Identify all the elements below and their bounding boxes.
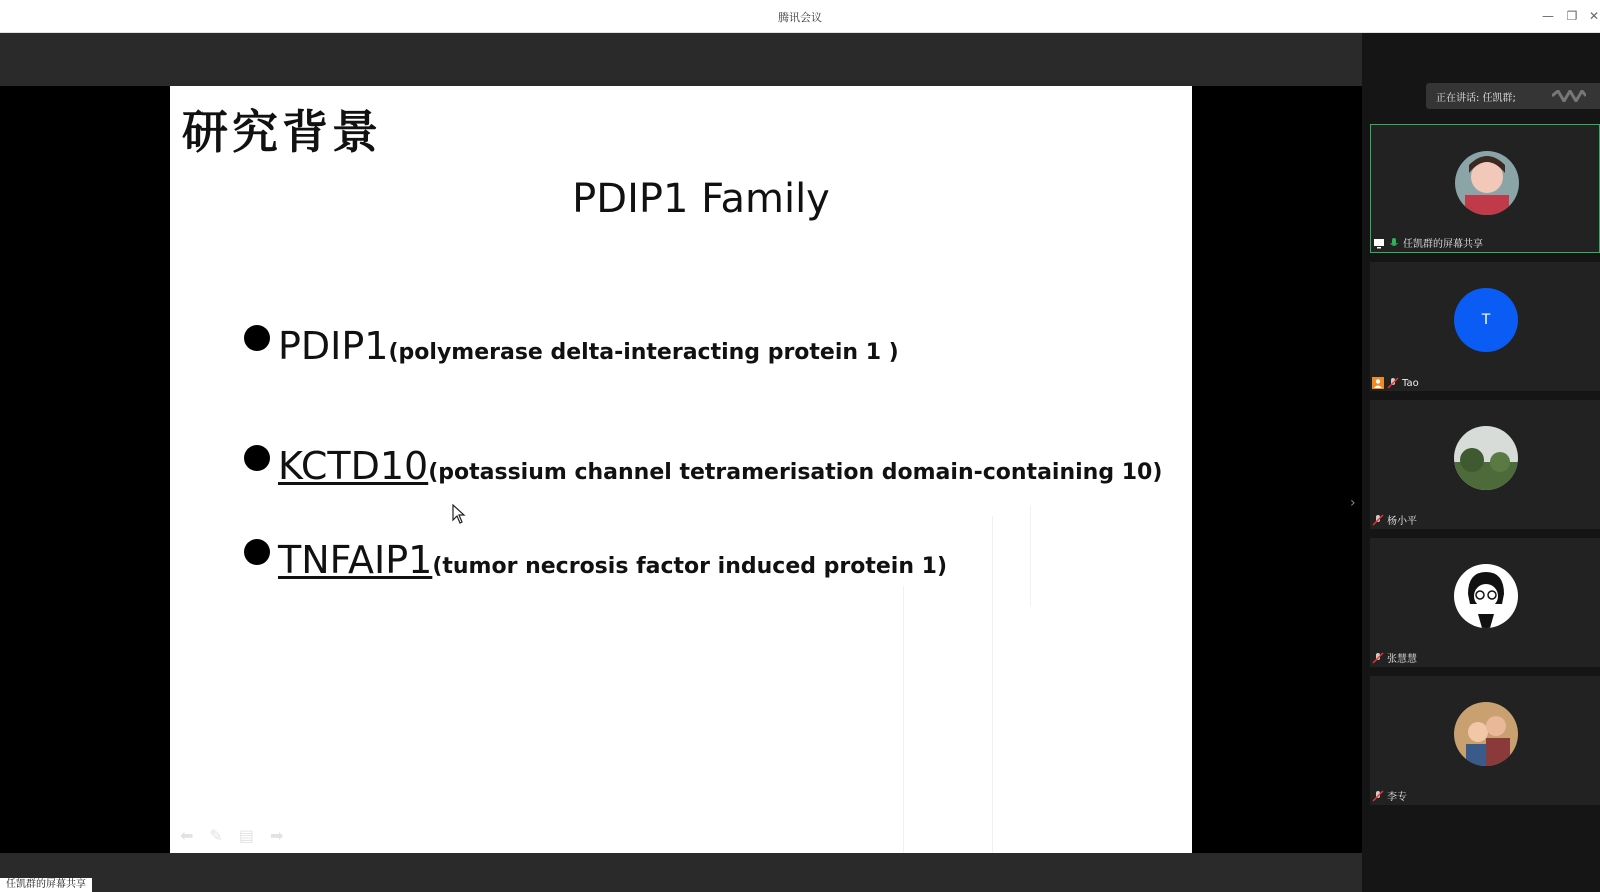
participant-label — [1372, 512, 1417, 527]
participant-name: 李专 — [1387, 792, 1407, 803]
slide-heading: 研究背景 — [182, 105, 382, 159]
bullet-term: KCTD10 — [278, 444, 429, 488]
bullet-item — [244, 324, 899, 368]
window-title: 腾讯会议 — [778, 11, 822, 24]
slide-toolbar — [180, 826, 283, 845]
screen-share-icon — [1373, 237, 1385, 249]
participant-tile[interactable] — [1370, 538, 1600, 667]
avatar: T — [1454, 288, 1518, 352]
bullet-description: (potassium channel tetramerisation domain-containing 10) — [428, 460, 1163, 485]
bullet-term: TNFAIP1 — [278, 538, 433, 582]
participant-panel — [1362, 33, 1600, 892]
minimize-icon[interactable]: — — [1542, 9, 1554, 23]
presentation-slide — [170, 86, 1192, 853]
participant-name: 杨小平 — [1387, 516, 1417, 527]
microphone-muted-icon — [1387, 377, 1399, 389]
close-icon[interactable]: ✕ — [1588, 9, 1600, 23]
participant-name: 张慧慧 — [1387, 654, 1417, 665]
slide-ghost-line — [992, 516, 993, 853]
host-icon — [1372, 377, 1384, 389]
bullet-description: (polymerase delta-interacting protein 1 ) — [388, 340, 899, 365]
bullet-dot-icon — [244, 539, 270, 565]
microphone-muted-icon — [1372, 652, 1384, 664]
mouse-cursor-icon — [452, 504, 466, 524]
participant-label — [1372, 377, 1419, 389]
bullet-description: (tumor necrosis factor induced protein 1) — [432, 554, 948, 579]
participant-label — [1372, 788, 1407, 803]
audio-wave-icon — [1552, 90, 1586, 102]
avatar — [1454, 702, 1518, 766]
participant-tile[interactable] — [1370, 262, 1600, 391]
bullet-dot-icon — [244, 325, 270, 351]
title-bar — [0, 0, 1600, 33]
slide-title: PDIP1 Family — [572, 176, 830, 222]
microphone-icon — [1388, 237, 1400, 249]
participant-tile[interactable] — [1370, 676, 1600, 805]
avatar — [1454, 564, 1518, 628]
menu-icon[interactable]: ▤ — [238, 826, 254, 845]
microphone-muted-icon — [1372, 514, 1384, 526]
microphone-muted-icon — [1372, 790, 1384, 802]
chevron-right-icon[interactable]: › — [1350, 495, 1356, 511]
previous-slide-icon[interactable]: ⬅ — [180, 826, 194, 845]
speaking-indicator — [1426, 83, 1600, 109]
speaking-text: 正在讲话: 任凯群; — [1436, 93, 1516, 104]
avatar — [1454, 426, 1518, 490]
slide-ghost-line — [903, 586, 904, 853]
participant-name: Tao — [1402, 377, 1419, 389]
next-slide-icon[interactable]: ➡ — [269, 826, 284, 845]
bullet-item — [244, 538, 947, 582]
slide-ghost-line — [1030, 506, 1031, 606]
restore-icon[interactable]: ❐ — [1566, 9, 1578, 23]
pen-icon[interactable]: ✎ — [209, 826, 223, 845]
avatar — [1455, 151, 1519, 215]
participant-tile[interactable] — [1370, 124, 1600, 253]
participant-label — [1372, 650, 1417, 665]
share-source-label: 任凯群的屏幕共享 — [0, 878, 92, 892]
bullet-item — [244, 444, 1162, 488]
participant-label — [1373, 235, 1483, 250]
participant-tile[interactable] — [1370, 400, 1600, 529]
bullet-term: PDIP1 — [278, 324, 389, 368]
participant-name: 任凯群的屏幕共享 — [1403, 239, 1483, 250]
bullet-dot-icon — [244, 445, 270, 471]
